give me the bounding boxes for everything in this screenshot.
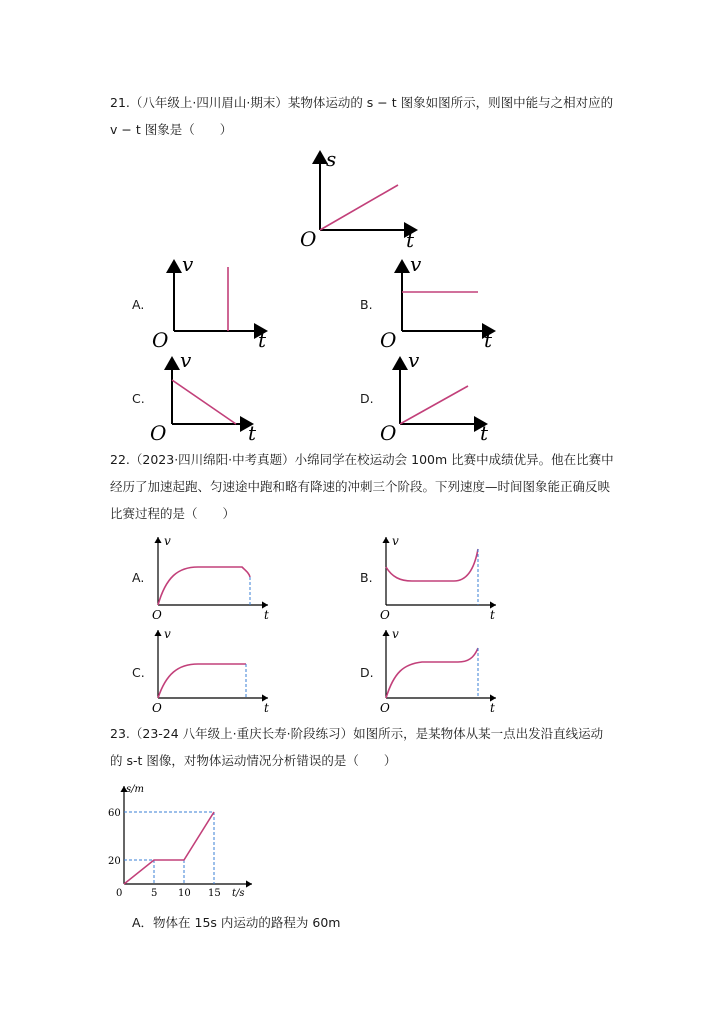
q22-option-b[interactable]: B. — [360, 570, 373, 585]
v-axis-label: v — [180, 348, 192, 372]
q21-vt-graph-c — [150, 348, 270, 445]
origin-label: O — [300, 227, 317, 251]
q21-option-b[interactable]: B. — [360, 297, 373, 312]
origin-label: O — [152, 608, 162, 622]
series-line — [124, 812, 214, 884]
q21-vt-graph-d — [378, 348, 503, 445]
t-axis-label: t — [406, 228, 415, 252]
q21-option-d[interactable]: D. — [360, 391, 374, 406]
q23-option-a[interactable]: A．物体在 15s 内运动的路程为 60m — [132, 915, 341, 930]
origin-label: O — [152, 701, 162, 715]
x-axis-unit: t/s — [232, 888, 245, 899]
q21-vt-graph-a — [150, 252, 280, 352]
v-axis-label: v — [182, 252, 194, 276]
t-axis-label: t — [490, 701, 495, 715]
q21-st-graph — [290, 148, 430, 253]
v-axis-label: v — [164, 627, 171, 641]
y-tick-label: 60 — [108, 808, 121, 819]
x-tick-label: 5 — [151, 888, 158, 899]
q23-line2: 的 s-t 图像，对物体运动情况分析错误的是（ ） — [110, 753, 397, 768]
q21-option-c[interactable]: C. — [132, 391, 145, 406]
q22-option-a[interactable]: A. — [132, 570, 145, 585]
q22-vt-graph-a — [150, 533, 280, 625]
q22-vt-graph-b — [378, 533, 508, 625]
q22-text — [110, 449, 630, 524]
v-axis-label: v — [408, 348, 420, 372]
t-axis-label: t — [484, 328, 493, 352]
q21-text — [110, 92, 630, 140]
s-axis-label: s — [326, 147, 337, 171]
y-tick-label: 20 — [108, 856, 121, 867]
x-tick-label: 10 — [178, 888, 191, 899]
origin-label: O — [152, 328, 169, 352]
v-axis-label: v — [410, 252, 422, 276]
q23-line1: 23.（23-24 八年级上·重庆长寿·阶段练习）如图所示，是某物体从某一点出发沿直线运动 — [110, 726, 604, 741]
q21-vt-graph-b — [378, 252, 508, 352]
origin-label: O — [380, 608, 390, 622]
v-axis-label: v — [392, 534, 399, 548]
t-axis-label: t — [490, 608, 495, 622]
v-axis-label: v — [392, 627, 399, 641]
origin-label: O — [380, 421, 397, 445]
x-tick-label: 15 — [208, 888, 221, 899]
v-axis-label: v — [164, 534, 171, 548]
t-axis-label: t — [258, 328, 267, 352]
q23-st-chart — [104, 782, 264, 900]
y-axis-unit: s/m — [126, 784, 144, 795]
q22-line2: 经历了加速起跑、匀速途中跑和略有降速的冲刺三个阶段。下列速度—时间图象能正确反映 — [110, 479, 611, 494]
q22-option-c[interactable]: C. — [132, 665, 145, 680]
q23-text — [110, 723, 630, 771]
origin-label: O — [150, 421, 167, 445]
t-axis-label: t — [264, 608, 269, 622]
t-axis-label: t — [480, 421, 489, 445]
q21-option-a[interactable]: A. — [132, 297, 145, 312]
t-axis-label: t — [248, 421, 257, 445]
q22-option-d[interactable]: D. — [360, 665, 374, 680]
t-axis-label: t — [264, 701, 269, 715]
q22-line1: 22.（2023·四川绵阳·中考真题）小绵同学在校运动会 100m 比赛中成绩优异。他在比赛中 — [110, 452, 614, 467]
q21-line2: v − t 图象是（ ） — [110, 122, 233, 137]
origin-zero: 0 — [116, 888, 123, 899]
q22-line3: 比赛过程的是（ ） — [110, 506, 236, 521]
q22-vt-graph-c — [150, 626, 280, 718]
q21-line1: 21.（八年级上·四川眉山·期末）某物体运动的 s − t 图象如图所示，则图中能与之相对应的 — [110, 95, 614, 110]
origin-label: O — [380, 328, 397, 352]
q22-vt-graph-d — [378, 626, 508, 718]
origin-label: O — [380, 701, 390, 715]
